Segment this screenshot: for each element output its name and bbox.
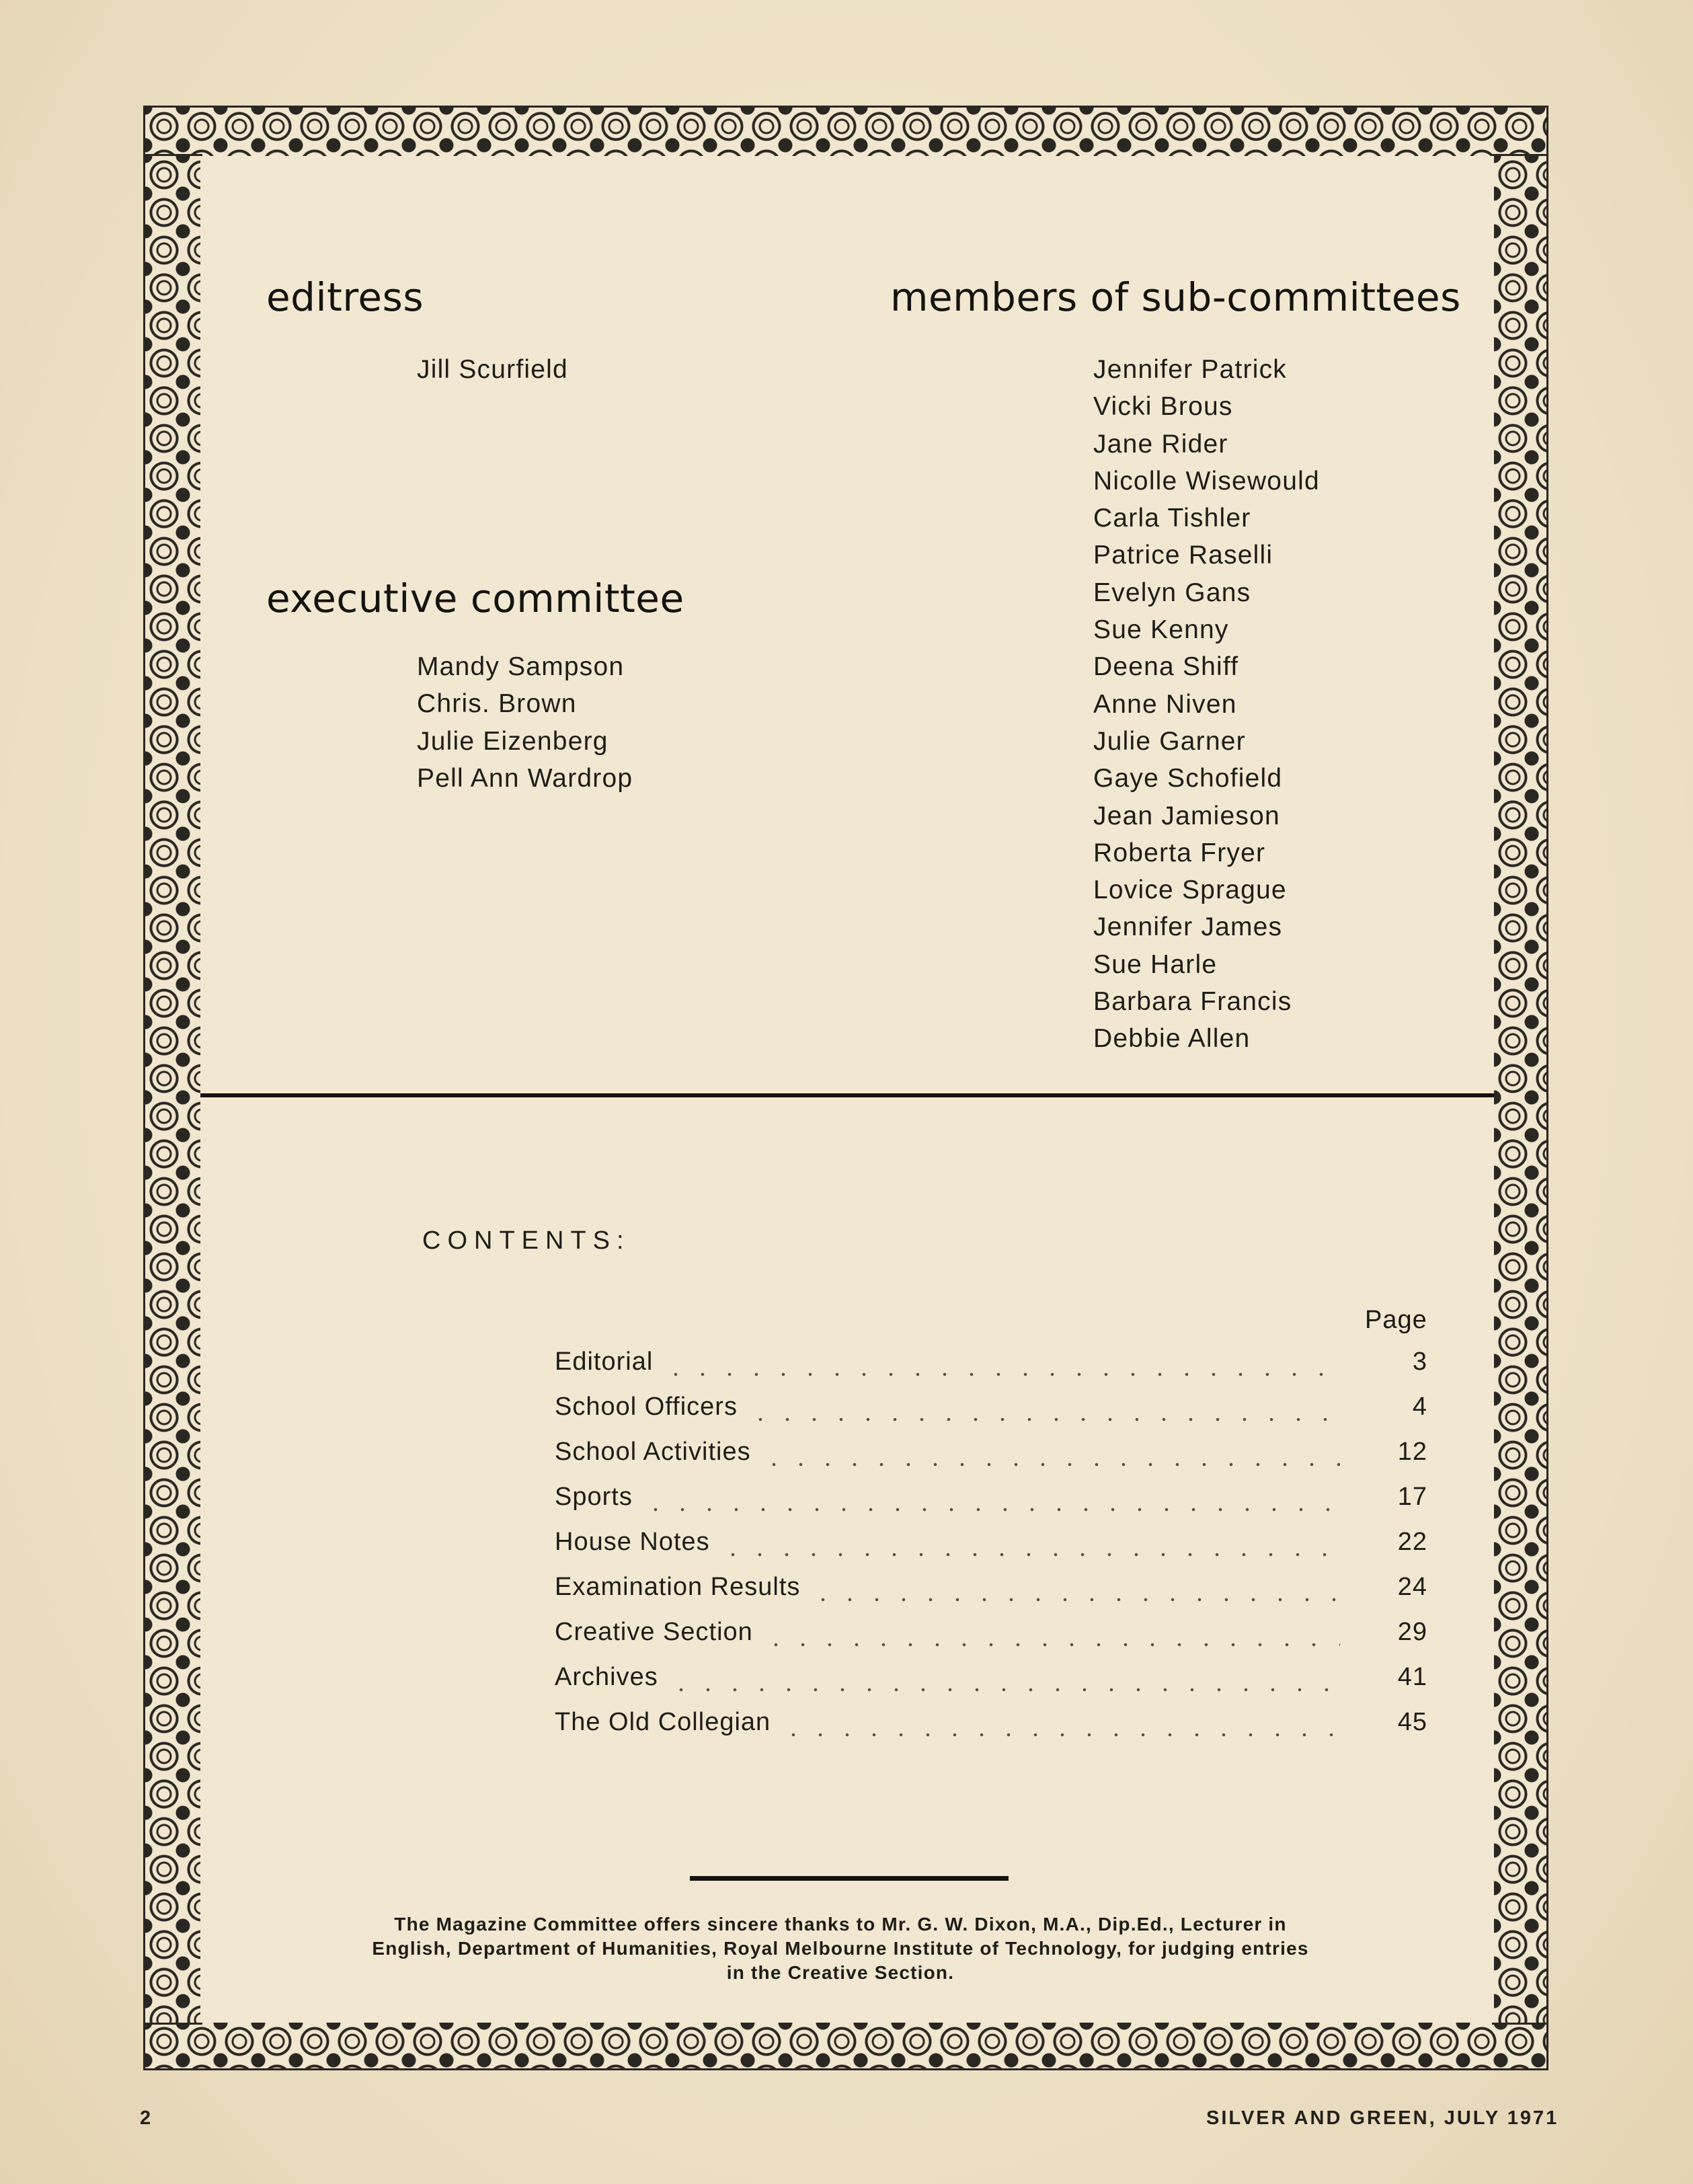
toc-page-number: 12	[1397, 1438, 1427, 1466]
acknowledgement-line: The Magazine Committee offers sincere thanks to Mr. G. W. Dixon, M.A., Dip.Ed., Lecturer in	[394, 1914, 1287, 1935]
section-divider	[200, 1093, 1494, 1097]
toc-row-sports[interactable]	[555, 1483, 1427, 1520]
executive-committee-list	[417, 648, 633, 797]
list-item: Pell Ann Wardrop	[417, 763, 633, 793]
list-item: Julie Garner	[1093, 726, 1246, 756]
toc-row-creative-section[interactable]	[555, 1618, 1427, 1655]
toc-title: Sports	[555, 1483, 633, 1511]
list-item: Nicolle Wisewould	[1093, 466, 1320, 496]
toc-row-editorial[interactable]	[555, 1348, 1427, 1384]
page-number: 2	[140, 2107, 153, 2129]
toc-leader-dots	[780, 1733, 1340, 1737]
acknowledgement-line: in the Creative Section.	[726, 1962, 955, 1983]
list-item: Chris. Brown	[417, 689, 577, 719]
toc-leader-dots	[642, 1508, 1340, 1512]
toc-page-number: 3	[1412, 1348, 1427, 1376]
sub-committees-heading: members of sub-committees	[890, 274, 1461, 320]
toc-row-old-collegian[interactable]	[555, 1708, 1427, 1745]
toc-page-number: 41	[1397, 1663, 1427, 1691]
list-item: Julie Eizenberg	[417, 726, 608, 756]
list-item: Mandy Sampson	[417, 652, 625, 681]
ornamental-border-top	[145, 108, 1546, 156]
toc-leader-dots	[747, 1417, 1340, 1421]
list-item: Gaye Schofield	[1093, 764, 1283, 793]
toc-row-archives[interactable]	[555, 1663, 1427, 1700]
list-item: Barbara Francis	[1093, 987, 1292, 1017]
list-item: Sue Harle	[1093, 949, 1218, 979]
acknowledgement-line: English, Department of Humanities, Royal Melbourne Institute of Technology, for judging entries	[372, 1938, 1309, 1959]
toc-leader-dots	[662, 1372, 1340, 1376]
toc-title: Archives	[555, 1663, 658, 1691]
list-item: Jennifer James	[1093, 912, 1283, 942]
toc-title: House Notes	[555, 1528, 710, 1556]
toc-page-number: 45	[1397, 1708, 1427, 1736]
list-item: Debbie Allen	[1093, 1024, 1251, 1054]
publication-line: SILVER AND GREEN, JULY 1971	[1206, 2107, 1559, 2129]
toc-page-number: 22	[1397, 1528, 1427, 1556]
ornamental-border-right	[1494, 156, 1546, 2023]
editress-heading: editress	[266, 274, 424, 320]
toc-title: Examination Results	[555, 1573, 801, 1601]
list-item: Jean Jamieson	[1093, 801, 1280, 830]
toc-title: Creative Section	[555, 1618, 753, 1646]
toc-page-number: 4	[1412, 1393, 1427, 1421]
toc-row-school-officers[interactable]	[555, 1393, 1427, 1430]
toc-leader-dots	[762, 1643, 1340, 1647]
toc-leader-dots	[760, 1462, 1340, 1467]
page-column-header: Page	[1365, 1306, 1427, 1334]
list-item: Roberta Fryer	[1093, 838, 1266, 867]
list-item: Deena Shiff	[1093, 652, 1239, 682]
list-item: Vicki Brous	[1093, 392, 1233, 422]
acknowledgement-divider	[690, 1876, 1009, 1881]
toc-page-number: 29	[1397, 1618, 1427, 1646]
list-item: Lovice Sprague	[1093, 875, 1287, 905]
toc-title: The Old Collegian	[555, 1708, 771, 1736]
ornamental-border-bottom	[145, 2023, 1546, 2068]
executive-committee-heading: executive committee	[266, 576, 684, 621]
list-item: Jennifer Patrick	[1093, 355, 1287, 384]
toc-leader-dots	[668, 1688, 1340, 1692]
editress-name: Jill Scurfield	[417, 355, 568, 384]
toc-leader-dots	[719, 1553, 1340, 1557]
list-item: Anne Niven	[1093, 689, 1237, 719]
toc-title: Editorial	[555, 1348, 654, 1376]
toc-title: School Activities	[555, 1438, 751, 1466]
list-item: Jane Rider	[1093, 429, 1228, 459]
contents-label: CONTENTS:	[422, 1226, 631, 1255]
list-item: Carla Tishler	[1093, 504, 1251, 533]
toc-title: School Officers	[555, 1393, 738, 1421]
acknowledgement-note	[316, 1912, 1365, 1985]
sub-committees-list	[1093, 351, 1320, 1058]
list-item: Evelyn Gans	[1093, 578, 1251, 607]
toc-row-examination-results[interactable]	[555, 1573, 1427, 1610]
ornamental-border-left	[145, 156, 200, 2023]
list-item: Sue Kenny	[1093, 615, 1229, 645]
toc-leader-dots	[810, 1598, 1340, 1602]
toc-row-house-notes[interactable]	[555, 1528, 1427, 1565]
list-item: Patrice Raselli	[1093, 541, 1273, 570]
toc-page-number: 17	[1397, 1483, 1427, 1511]
toc-row-school-activities[interactable]	[555, 1438, 1427, 1475]
toc-page-number: 24	[1397, 1573, 1427, 1601]
